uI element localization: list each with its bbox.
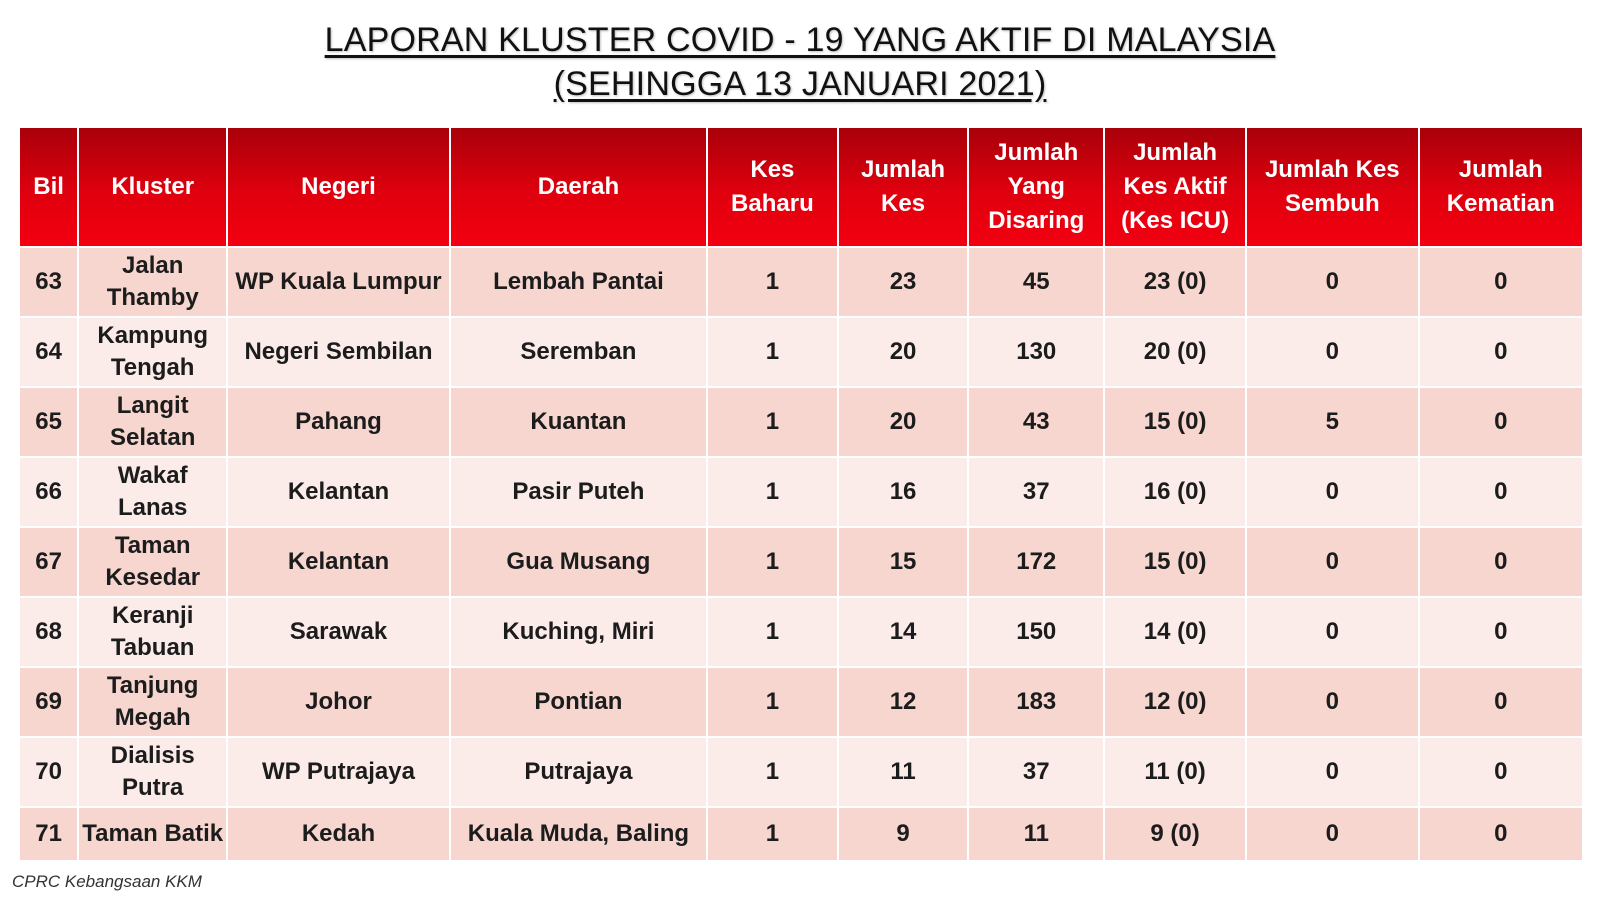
table-row xyxy=(20,248,1582,316)
cell-negeri: Kelantan xyxy=(228,458,449,526)
cell-bil: 71 xyxy=(20,808,77,860)
cell-kes-baharu: 1 xyxy=(708,738,837,806)
cell-sembuh: 0 xyxy=(1247,528,1418,596)
header-jumlah-kes-sembuh xyxy=(1247,128,1418,246)
cell-line: Wakaf xyxy=(117,462,188,489)
cell-kes-baharu: 1 xyxy=(708,668,837,736)
cell-disaring: 45 xyxy=(969,248,1103,316)
cell-kes-baharu: 1 xyxy=(708,248,837,316)
cell-kluster xyxy=(79,668,226,736)
cell-kes-baharu: 1 xyxy=(708,808,837,860)
header-label: Jumlah xyxy=(1133,139,1218,166)
cell-sembuh: 5 xyxy=(1247,388,1418,456)
cell-line: Tanjung xyxy=(106,672,199,699)
cell-kluster xyxy=(79,528,226,596)
title-line-2: (SEHINGGA 13 JANUARI 2021) xyxy=(553,65,1047,103)
cell-line: Dialisis xyxy=(110,742,195,769)
cell-negeri: WP Putrajaya xyxy=(228,738,449,806)
header-label: Disaring xyxy=(988,207,1085,234)
header-label: Baharu xyxy=(731,190,814,217)
cell-disaring: 150 xyxy=(969,598,1103,666)
header-label: (Kes ICU) xyxy=(1121,207,1230,234)
cell-daerah: Kuching, Miri xyxy=(451,598,706,666)
cell-line: Keranji xyxy=(112,602,194,629)
cell-line: Langit xyxy=(116,392,189,419)
cell-disaring: 37 xyxy=(969,738,1103,806)
cell-line: Jalan xyxy=(122,252,184,279)
cell-daerah: Lembah Pantai xyxy=(451,248,706,316)
cell-kluster xyxy=(79,388,226,456)
cell-sembuh: 0 xyxy=(1247,668,1418,736)
cell-jumlah-kes: 15 xyxy=(839,528,968,596)
cell-disaring: 11 xyxy=(969,808,1103,860)
header-jumlah-disaring xyxy=(969,128,1103,246)
cell-negeri: Kelantan xyxy=(228,528,449,596)
cell-kes-baharu: 1 xyxy=(708,318,837,386)
header-label: Negeri xyxy=(301,173,376,200)
cell-kluster xyxy=(79,808,226,860)
cell-daerah: Gua Musang xyxy=(451,528,706,596)
cell-kematian: 0 xyxy=(1420,458,1582,526)
cell-bil: 69 xyxy=(20,668,77,736)
cell-bil: 64 xyxy=(20,318,77,386)
cell-sembuh: 0 xyxy=(1247,598,1418,666)
header-daerah xyxy=(451,128,706,246)
header-label: Bil xyxy=(33,173,64,200)
cell-aktif: 15 (0) xyxy=(1105,388,1245,456)
cell-bil: 68 xyxy=(20,598,77,666)
header-label: Jumlah xyxy=(861,156,946,183)
header-label: Kematian xyxy=(1446,190,1555,217)
cell-negeri: Johor xyxy=(228,668,449,736)
cell-disaring: 37 xyxy=(969,458,1103,526)
cell-jumlah-kes: 12 xyxy=(839,668,968,736)
cell-daerah: Kuantan xyxy=(451,388,706,456)
cell-line: Tengah xyxy=(110,354,195,381)
cell-bil: 70 xyxy=(20,738,77,806)
table-row xyxy=(20,458,1582,526)
cell-bil: 66 xyxy=(20,458,77,526)
cell-disaring: 43 xyxy=(969,388,1103,456)
table-row xyxy=(20,738,1582,806)
cell-kluster xyxy=(79,738,226,806)
table-row xyxy=(20,318,1582,386)
cell-kes-baharu: 1 xyxy=(708,388,837,456)
cell-jumlah-kes: 9 xyxy=(839,808,968,860)
cell-kematian: 0 xyxy=(1420,318,1582,386)
cell-kematian: 0 xyxy=(1420,388,1582,456)
cell-kluster xyxy=(79,598,226,666)
cell-aktif: 14 (0) xyxy=(1105,598,1245,666)
cell-kes-baharu: 1 xyxy=(708,598,837,666)
title-line-1: LAPORAN KLUSTER COVID - 19 YANG AKTIF DI MALAYSIA xyxy=(324,21,1276,59)
header-row xyxy=(20,128,1582,246)
cell-kes-baharu: 1 xyxy=(708,528,837,596)
cell-disaring: 130 xyxy=(969,318,1103,386)
cell-jumlah-kes: 20 xyxy=(839,318,968,386)
source-footer: CPRC Kebangsaan KKM xyxy=(12,872,202,891)
header-label: Kluster xyxy=(111,173,195,200)
cell-jumlah-kes: 23 xyxy=(839,248,968,316)
table-row xyxy=(20,388,1582,456)
cell-jumlah-kes: 14 xyxy=(839,598,968,666)
cell-negeri: Sarawak xyxy=(228,598,449,666)
cell-daerah: Pasir Puteh xyxy=(451,458,706,526)
header-jumlah-kes-aktif xyxy=(1105,128,1245,246)
cell-line: Taman xyxy=(114,532,191,559)
table-row xyxy=(20,598,1582,666)
header-negeri xyxy=(228,128,449,246)
header-label: Sembuh xyxy=(1284,190,1380,217)
cell-sembuh: 0 xyxy=(1247,318,1418,386)
cell-daerah: Pontian xyxy=(451,668,706,736)
header-bil xyxy=(20,128,77,246)
table-row xyxy=(20,528,1582,596)
cell-line: Megah xyxy=(114,704,191,731)
table-row xyxy=(20,808,1582,860)
cell-sembuh: 0 xyxy=(1247,738,1418,806)
header-label: Daerah xyxy=(537,173,620,200)
cell-line: Lanas xyxy=(118,494,188,521)
cell-kematian: 0 xyxy=(1420,248,1582,316)
cell-aktif: 9 (0) xyxy=(1105,808,1245,860)
cell-daerah: Putrajaya xyxy=(451,738,706,806)
cell-daerah: Seremban xyxy=(451,318,706,386)
header-label: Yang xyxy=(1007,173,1065,200)
cell-negeri: Pahang xyxy=(228,388,449,456)
cell-aktif: 11 (0) xyxy=(1105,738,1245,806)
cell-jumlah-kes: 11 xyxy=(839,738,968,806)
cell-negeri: Kedah xyxy=(228,808,449,860)
header-jumlah-kematian xyxy=(1420,128,1582,246)
cell-kluster xyxy=(79,318,226,386)
header-label: Jumlah xyxy=(994,139,1079,166)
cluster-table xyxy=(18,126,1584,862)
table-row xyxy=(20,668,1582,736)
cell-negeri: WP Kuala Lumpur xyxy=(228,248,449,316)
cell-line: Thamby xyxy=(106,284,199,311)
cell-bil: 65 xyxy=(20,388,77,456)
cell-line: Kesedar xyxy=(105,564,201,591)
report-title xyxy=(0,18,1600,106)
cell-kes-baharu: 1 xyxy=(708,458,837,526)
header-kes-baharu xyxy=(708,128,837,246)
cell-bil: 63 xyxy=(20,248,77,316)
cell-sembuh: 0 xyxy=(1247,248,1418,316)
header-kluster xyxy=(79,128,226,246)
cell-sembuh: 0 xyxy=(1247,808,1418,860)
header-jumlah-kes xyxy=(839,128,968,246)
cell-kluster xyxy=(79,248,226,316)
cell-aktif: 12 (0) xyxy=(1105,668,1245,736)
header-label: Kes Aktif xyxy=(1123,173,1227,200)
cell-line: Kampung xyxy=(97,322,209,349)
cell-jumlah-kes: 16 xyxy=(839,458,968,526)
cell-kematian: 0 xyxy=(1420,808,1582,860)
header-label: Jumlah xyxy=(1458,156,1543,183)
header-label: Kes xyxy=(881,190,926,217)
cell-aktif: 23 (0) xyxy=(1105,248,1245,316)
header-label: Kes xyxy=(750,156,795,183)
cell-line: Putra xyxy=(122,774,184,801)
cell-disaring: 172 xyxy=(969,528,1103,596)
cell-disaring: 183 xyxy=(969,668,1103,736)
cell-jumlah-kes: 20 xyxy=(839,388,968,456)
cell-negeri: Negeri Sembilan xyxy=(228,318,449,386)
cell-aktif: 15 (0) xyxy=(1105,528,1245,596)
header-label: Jumlah Kes xyxy=(1264,156,1400,183)
cell-line: Taman Batik xyxy=(82,820,224,847)
cell-kematian: 0 xyxy=(1420,598,1582,666)
cell-daerah: Kuala Muda, Baling xyxy=(451,808,706,860)
cell-kematian: 0 xyxy=(1420,528,1582,596)
cell-sembuh: 0 xyxy=(1247,458,1418,526)
cell-aktif: 20 (0) xyxy=(1105,318,1245,386)
cell-kluster xyxy=(79,458,226,526)
cell-bil: 67 xyxy=(20,528,77,596)
cell-line: Selatan xyxy=(110,424,196,451)
cell-aktif: 16 (0) xyxy=(1105,458,1245,526)
cell-line: Tabuan xyxy=(110,634,195,661)
cell-kematian: 0 xyxy=(1420,738,1582,806)
cell-kematian: 0 xyxy=(1420,668,1582,736)
